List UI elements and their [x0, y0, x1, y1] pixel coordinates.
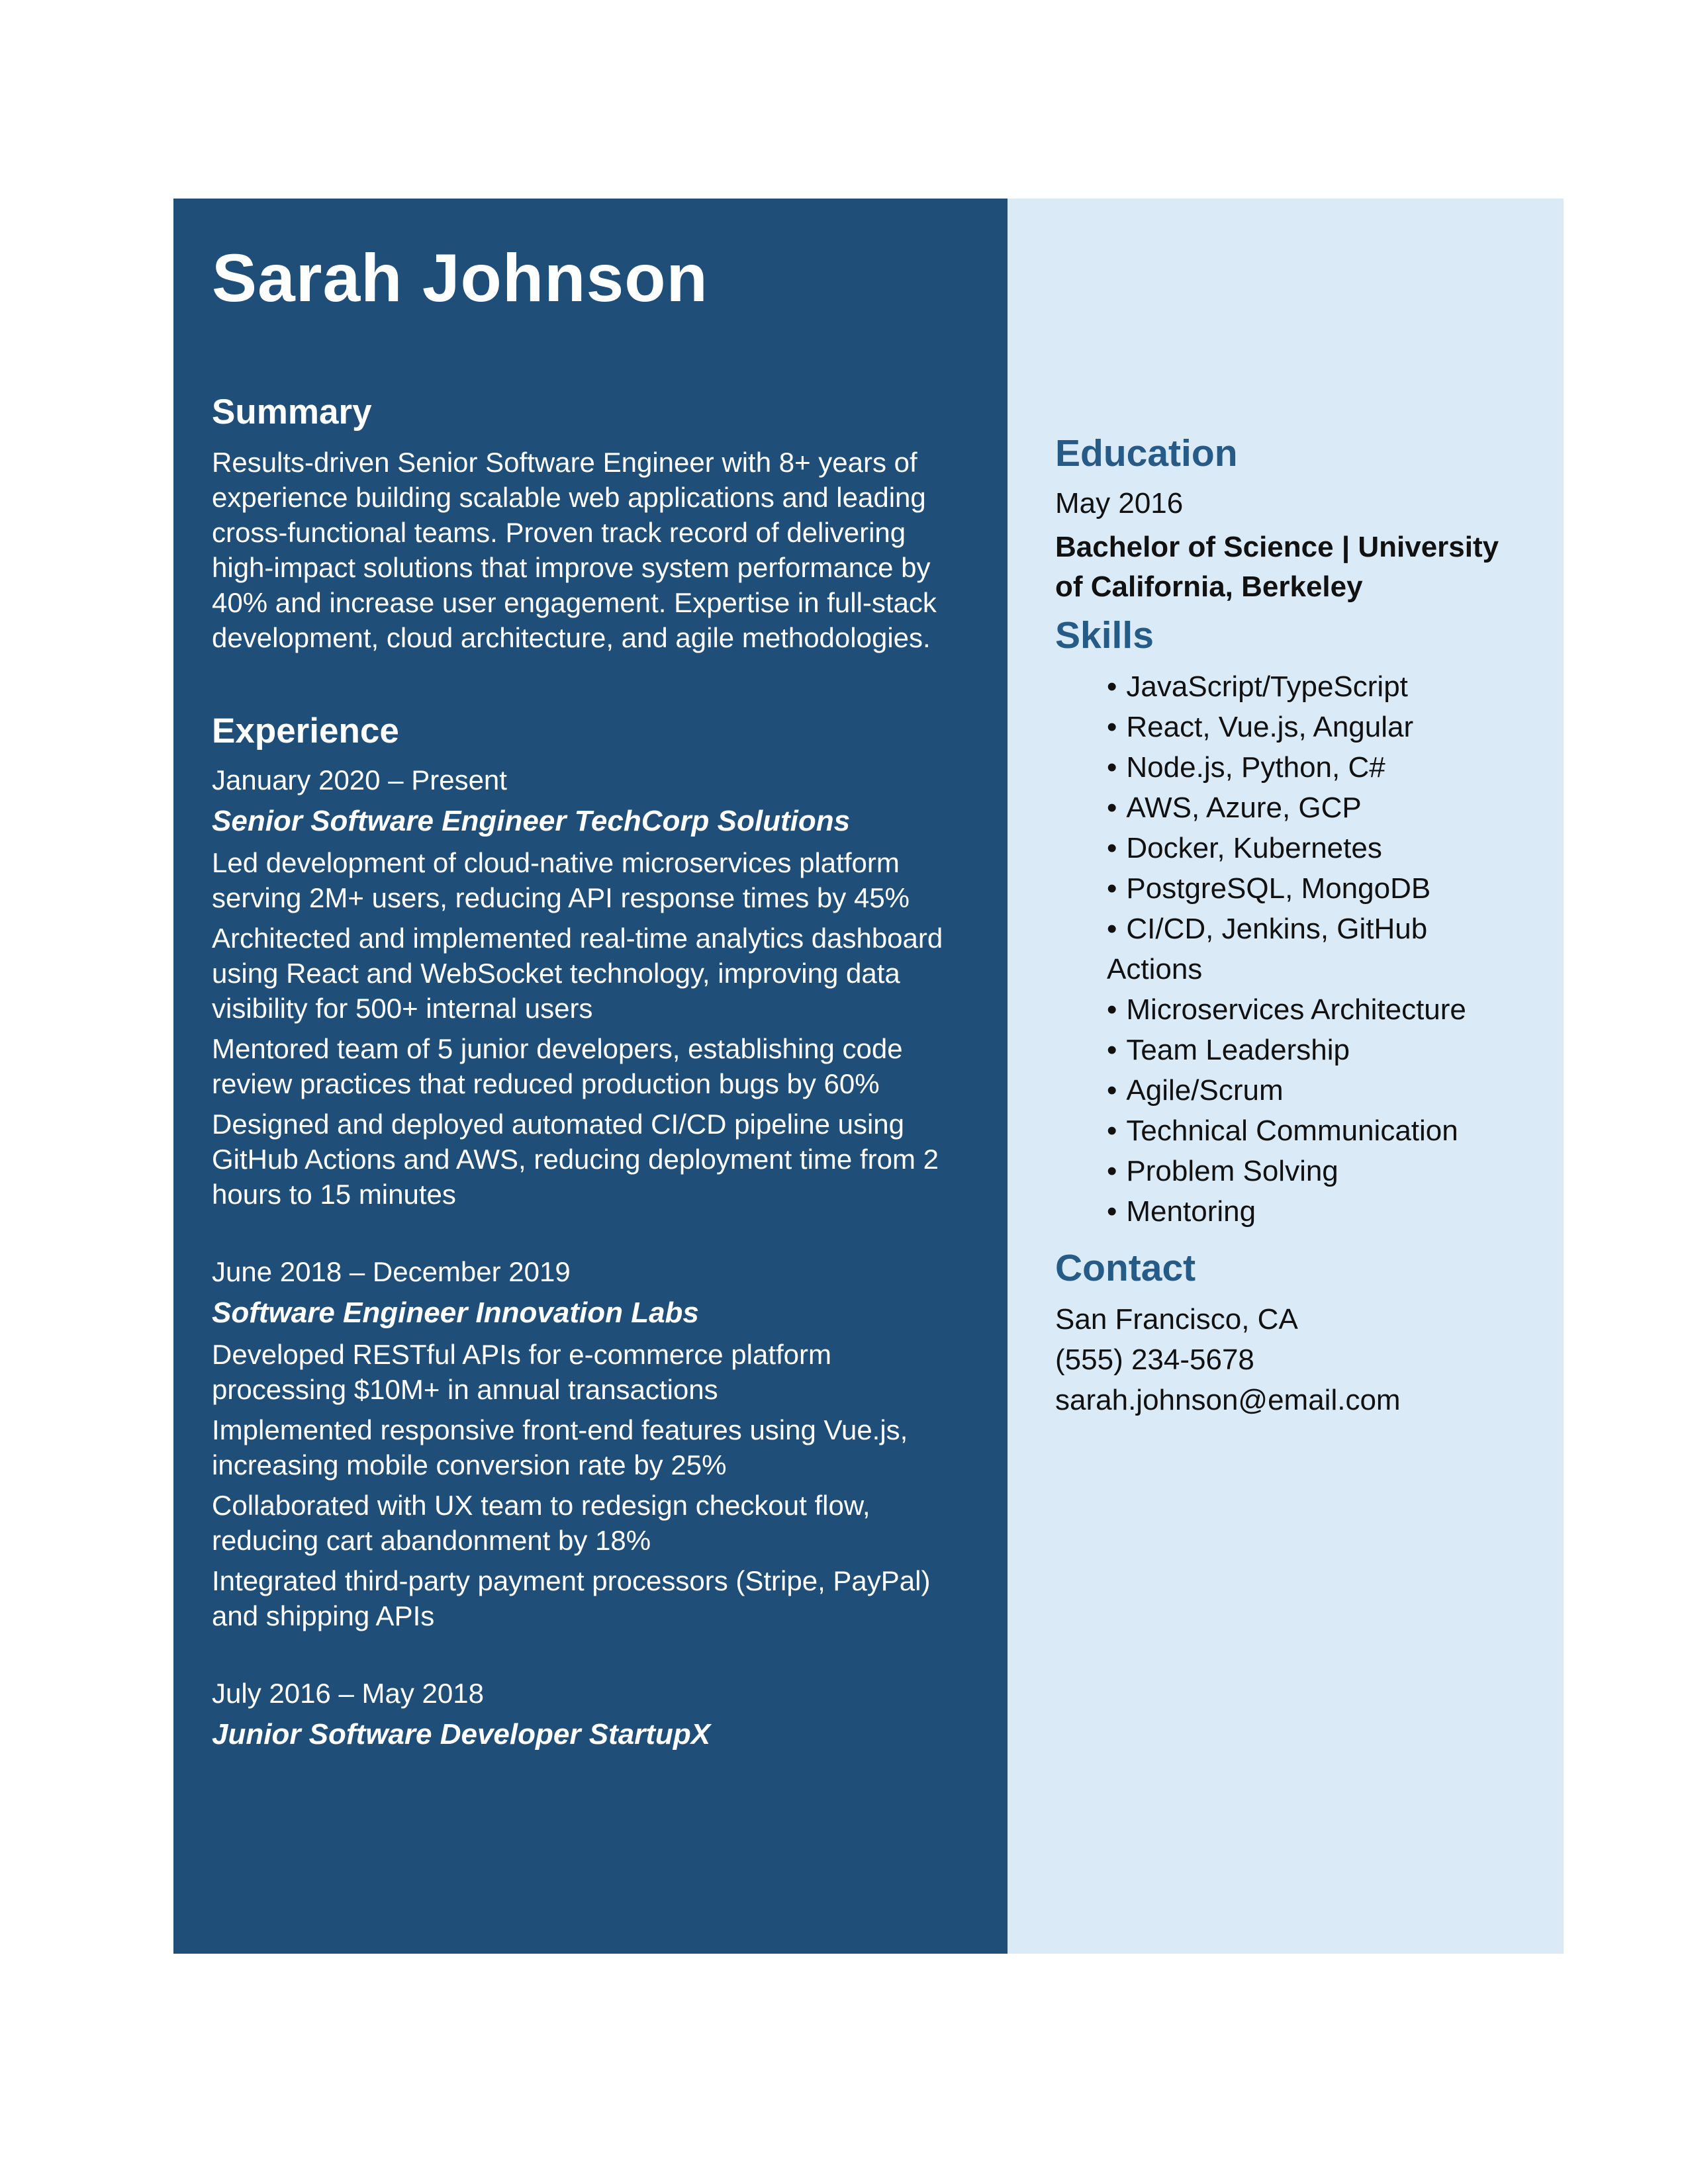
job-bullet: Architected and implemented real-time analytics dashboard using React and WebSocket technology, improving data visibility for 500+ internal users	[212, 923, 943, 1024]
right-panel	[1008, 199, 1564, 1954]
job-bullet: Mentored team of 5 junior developers, establishing code review practices that reduced production bugs by 60%	[212, 1033, 903, 1099]
contact-section	[1055, 1246, 1524, 1420]
education-degree: Bachelor of Science | University of California, Berkeley	[1055, 531, 1499, 603]
bullet-icon: •	[1107, 1074, 1117, 1107]
skill-label: CI/CD, Jenkins, GitHub Actions	[1107, 913, 1428, 985]
education-date: May 2016	[1055, 487, 1184, 520]
skill-item	[1107, 747, 1524, 788]
education-section	[1055, 432, 1524, 607]
experience-title: Experience	[212, 711, 399, 751]
job-title: Junior Software Developer StartupX	[212, 1718, 711, 1751]
skill-label: Docker, Kubernetes	[1126, 832, 1382, 864]
skill-item	[1107, 1151, 1524, 1191]
bullet-icon: •	[1107, 751, 1117, 784]
skill-item	[1107, 989, 1524, 1030]
resume-name: Sarah Johnson	[212, 240, 708, 316]
bullet-icon: •	[1107, 711, 1117, 743]
skill-label: React, Vue.js, Angular	[1126, 711, 1414, 743]
skills-title: Skills	[1055, 614, 1154, 657]
skill-item	[1107, 707, 1524, 747]
skill-item	[1107, 1070, 1524, 1111]
skill-label: Team Leadership	[1126, 1034, 1350, 1066]
skill-label: Mentoring	[1126, 1195, 1256, 1228]
skill-label: AWS, Azure, GCP	[1126, 792, 1362, 824]
bullet-icon: •	[1107, 872, 1117, 905]
skill-label: PostgreSQL, MongoDB	[1126, 872, 1431, 905]
experience-section	[212, 711, 972, 1753]
skill-label: Agile/Scrum	[1126, 1074, 1284, 1107]
skill-label: Problem Solving	[1126, 1155, 1338, 1187]
job-dates: June 2018 – December 2019	[212, 1256, 571, 1287]
skill-item	[1107, 1191, 1524, 1232]
bullet-icon: •	[1107, 670, 1117, 703]
skill-item	[1107, 828, 1524, 868]
bullet-icon: •	[1107, 832, 1117, 864]
bullet-icon: •	[1107, 1195, 1117, 1228]
skills-section	[1055, 614, 1524, 1232]
skill-item	[1107, 868, 1524, 909]
contact-lines	[1055, 1299, 1524, 1420]
bullet-icon: •	[1107, 792, 1117, 824]
skills-list	[1055, 666, 1524, 1232]
contact-email: sarah.johnson@email.com	[1055, 1384, 1401, 1416]
bullet-icon: •	[1107, 913, 1117, 945]
job-bullet: Integrated third-party payment processors (Stripe, PayPal) and shipping APIs	[212, 1565, 931, 1631]
summary-text: Results-driven Senior Software Engineer with 8+ years of experience building scalable web applications and leading cross-functional teams. Proven track record of delivering high-impact solutions that improve system performance by 40% and increase user engagement. Expertise in full-stack development, cloud architecture, and agile methodologies.	[212, 447, 937, 653]
bullet-icon: •	[1107, 1034, 1117, 1066]
job-title: Software Engineer Innovation Labs	[212, 1297, 699, 1329]
job-entry	[212, 1254, 972, 1633]
job-title: Senior Software Engineer TechCorp Solutions	[212, 805, 851, 837]
skill-item	[1107, 666, 1524, 707]
summary-section	[212, 392, 972, 655]
job-dates: January 2020 – Present	[212, 764, 507, 796]
education-title: Education	[1055, 432, 1238, 475]
job-bullet: Led development of cloud-native microservices platform serving 2M+ users, reducing API response times by 45%	[212, 847, 910, 913]
contact-title: Contact	[1055, 1247, 1196, 1289]
summary-title: Summary	[212, 392, 372, 432]
resume-panels	[173, 199, 1564, 1954]
contact-phone: (555) 234-5678	[1055, 1343, 1254, 1376]
skill-item	[1107, 788, 1524, 828]
bullet-icon: •	[1107, 1115, 1117, 1147]
skill-item	[1107, 1030, 1524, 1070]
skill-label: Node.js, Python, C#	[1126, 751, 1385, 784]
job-bullet: Developed RESTful APIs for e-commerce platform processing $10M+ in annual transactions	[212, 1339, 832, 1405]
bullet-icon: •	[1107, 993, 1117, 1026]
skill-label: Microservices Architecture	[1126, 993, 1466, 1026]
job-bullet: Implemented responsive front-end features using Vue.js, increasing mobile conversion rate by 25%	[212, 1414, 908, 1480]
job-bullet: Designed and deployed automated CI/CD pipeline using GitHub Actions and AWS, reducing deployment time from 2 hours to 15 minutes	[212, 1109, 939, 1210]
bullet-icon: •	[1107, 1155, 1117, 1187]
skill-label: JavaScript/TypeScript	[1126, 670, 1408, 703]
job-dates: July 2016 – May 2018	[212, 1678, 484, 1709]
contact-location: San Francisco, CA	[1055, 1303, 1298, 1336]
job-entry	[212, 762, 972, 1212]
skill-item	[1107, 909, 1524, 989]
job-entry	[212, 1676, 972, 1753]
skill-label: Technical Communication	[1126, 1115, 1458, 1147]
left-panel	[173, 199, 1008, 1954]
job-bullet: Collaborated with UX team to redesign checkout flow, reducing cart abandonment by 18%	[212, 1490, 870, 1556]
skill-item	[1107, 1111, 1524, 1151]
